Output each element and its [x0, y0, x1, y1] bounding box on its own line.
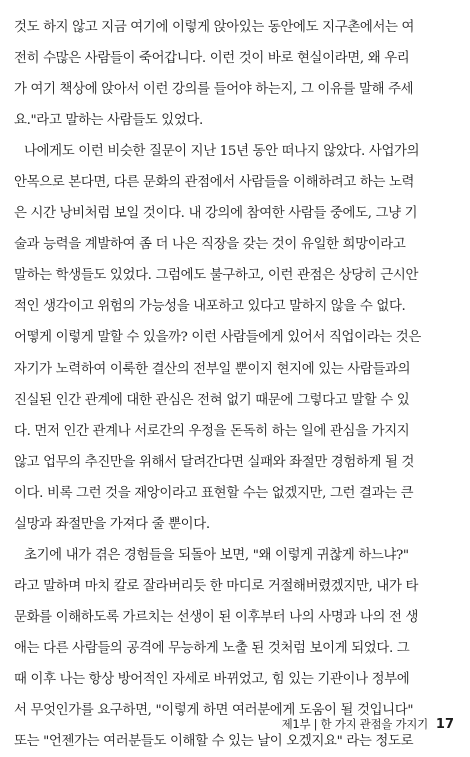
text-line: 애는 다른 사람들의 공격에 무능하게 노출 된 것처럼 보이게 되었다. 그: [14, 640, 410, 656]
paragraph-first-line: 초기에 내가 겪은 경험들을 되돌아 보면, "왜 이렇게 귀찮게 하느냐?": [24, 547, 409, 563]
text-line: 전히 수많은 사람들이 죽어갑니다. 이런 것이 바로 현실이라면, 왜 우리: [14, 51, 410, 67]
text-line: 가 여기 책상에 앉아서 이런 강의를 들어야 하는지, 그 이유를 말해 주세: [14, 82, 414, 98]
text-line: 않고 업무의 추진만을 위해서 달려간다면 실패와 좌절만 경험하게 될 것: [14, 454, 415, 470]
body-text: [14, 12, 456, 757]
running-head: 제1부 | 한 가지 관점을 가지기: [281, 717, 428, 731]
text-line: 때 이후 나는 항상 방어적인 자세로 바뀌었고, 힘 있는 기관이나 정부에: [14, 671, 410, 687]
text-line: 실망과 좌절만을 가져다 줄 뿐이다.: [14, 516, 210, 532]
page-number: 17: [435, 717, 454, 732]
text-line: 이다. 비록 그런 것을 재앙이라고 표현할 수는 없겠지만, 그런 결과는 큰: [14, 485, 414, 501]
text-line: 또는 "언젠가는 여러분들도 이해할 수 있는 날이 오겠지요" 라는 정도로: [14, 734, 414, 750]
text-line: 문화를 이해하도록 가르치는 선생이 된 이후부터 나의 사명과 나의 전 생: [14, 609, 419, 625]
text-line: 서 무엇인가를 요구하면, "이렇게 하면 여러분에게 도움이 될 것입니다": [14, 703, 414, 719]
text-line: 진실된 인간 관계에 대한 관심은 전혀 없기 때문에 그렇다고 말할 수 있: [14, 392, 410, 408]
text-line: 안목으로 본다면, 다른 문화의 관점에서 사람들을 이해하려고 하는 노력: [14, 175, 415, 191]
text-line: 요."라고 말하는 사람들도 있었다.: [14, 113, 203, 129]
text-line: 자기가 노력하여 이룩한 결산의 전부일 뿐이지 현지에 있는 사람들과의: [14, 361, 411, 377]
text-line: 은 시간 낭비처럼 보일 것이다. 내 강의에 참여한 사람들 중에도, 그냥 기: [14, 206, 418, 222]
text-line: 다. 먼저 인간 관계나 서로간의 우정을 돈독히 하는 일에 관심을 가지지: [14, 423, 410, 439]
text-line: 적인 생각이고 위험의 가능성을 내포하고 있다고 말하지 않을 수 없다.: [14, 299, 406, 315]
page-footer: [282, 716, 454, 734]
text-line: 말하는 학생들도 있었다. 그럼에도 불구하고, 이런 관점은 상당히 근시안: [14, 268, 419, 284]
text-line: 라고 말하며 마치 칼로 잘라버리듯 한 마디로 거절해버렸겠지만, 내가 타: [14, 578, 419, 594]
text-line: 술과 능력을 계발하여 좀 더 나은 직장을 갖는 것이 유일한 희망이라고: [14, 237, 406, 253]
paragraph-first-line: 나에게도 이런 비슷한 질문이 지난 15년 동안 떠나지 않았다. 사업가의: [24, 144, 420, 160]
text-line: 것도 하지 않고 지금 여기에 이렇게 앉아있는 동안에도 지구촌에서는 여: [14, 20, 415, 35]
text-line: 어떻게 이렇게 말할 수 있을까? 이런 사람들에게 있어서 직업이라는 것은: [14, 330, 421, 346]
